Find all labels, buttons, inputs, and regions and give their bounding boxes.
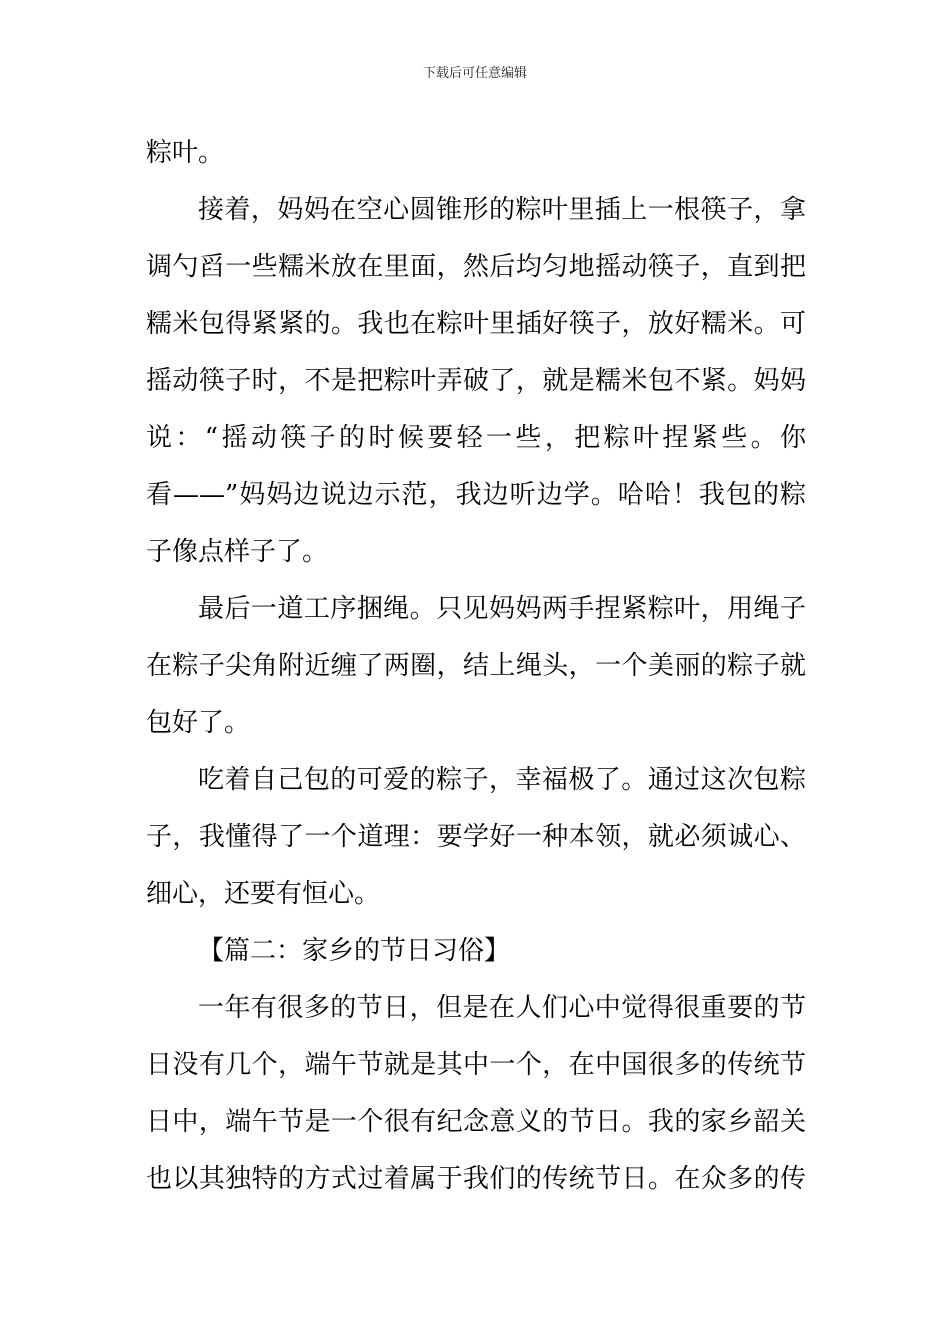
text-line: 一年有很多的节日，但是在人们心中觉得很重要的节 [198, 993, 806, 1023]
text-line: 日中，端午节是一个很有纪念意义的节日。我的家乡韶关 [146, 1107, 806, 1137]
page-header: 下载后可任意编辑 [422, 66, 527, 81]
text-line: 吃着自己包的可爱的粽子，幸福极了。通过这次包粽 [198, 765, 806, 795]
text-line: 接着，妈妈在空心圆锥形的粽叶里插上一根筷子，拿 [198, 195, 806, 225]
text-line: 说：“摇动筷子的时候要轻一些，把粽叶捏紧些。你 [146, 423, 806, 453]
text-line: 粽叶。 [146, 138, 225, 168]
text-line: 【篇二：家乡的节日习俗】 [198, 936, 511, 966]
text-line: 看——”妈妈边说边示范，我边听边学。哈哈！我包的粽 [146, 480, 806, 510]
document-body [146, 128, 806, 1211]
text-line: 子，我懂得了一个道理：要学好一种本领，就必须诚心、 [146, 822, 806, 852]
text-line: 在粽子尖角附近缠了两圈，结上绳头，一个美丽的粽子就 [146, 651, 806, 681]
text-line: 摇动筷子时，不是把粽叶弄破了，就是糯米包不紧。妈妈 [146, 366, 806, 396]
text-line: 包好了。 [146, 708, 251, 738]
text-line: 调勺舀一些糯米放在里面，然后均匀地摇动筷子，直到把 [146, 252, 806, 282]
text-line: 糯米包得紧紧的。我也在粽叶里插好筷子，放好糯米。可 [146, 309, 806, 339]
text-line: 也以其独特的方式过着属于我们的传统节日。在众多的传 [146, 1164, 806, 1194]
text-line: 日没有几个，端午节就是其中一个，在中国很多的传统节 [146, 1050, 806, 1080]
text-line: 子像点样子了。 [146, 537, 329, 567]
text-line: 细心，还要有恒心。 [146, 879, 381, 909]
text-line: 最后一道工序捆绳。只见妈妈两手捏紧粽叶，用绳子 [198, 594, 806, 624]
